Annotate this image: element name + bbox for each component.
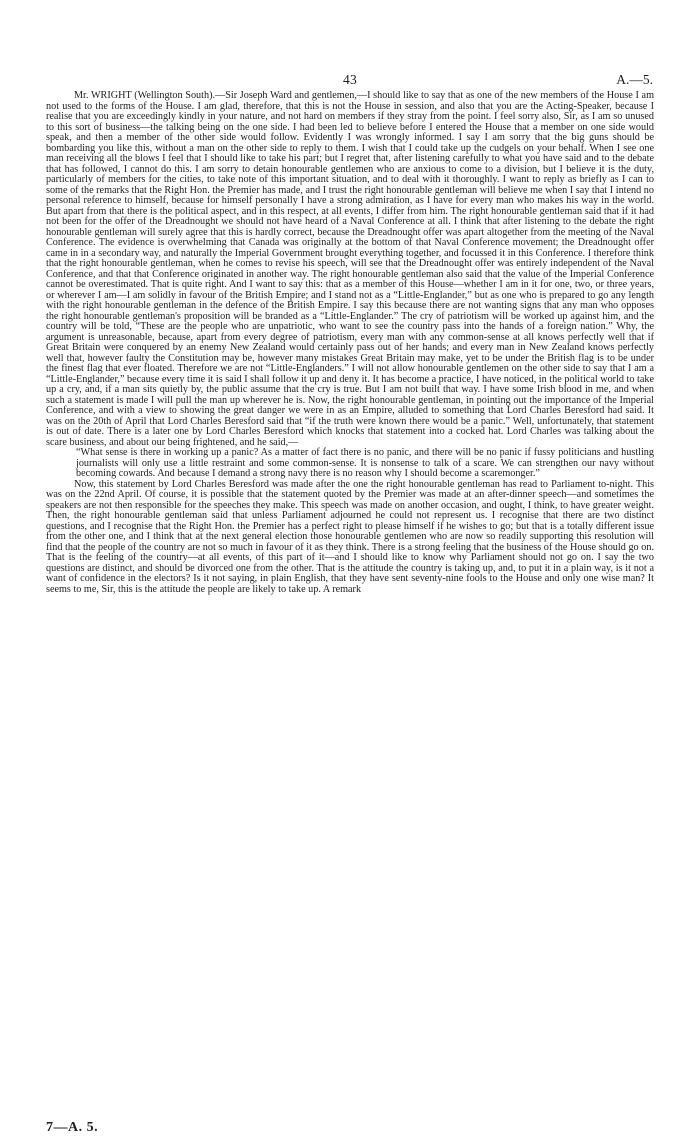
signature-mark: 7—A. 5.	[46, 1120, 99, 1135]
paragraph: Now, this statement by Lord Charles Beresford was made after the one the right honourable gentleman has read to Parliament to-night. This was on the 22nd April. Of course, it is possible that the statement quoted by the Premier was made at an after-dinner speech—and sometimes the speakers are not then responsible for the speeches they make. This speech was made on another occasion, and ought, I think, to have greater weight. Then, the right honourable gentleman said that unless Parliament adjourned he could not represent us. I recognise that there are two distinct questions, and I recognise that the Right Hon. the Premier has a perfect right to please himself if he wishes to go; but that is a totally different issue from the other one, and I think that at the next general election those honourable gentlemen who are now so readily supporting this resolution will find that the people of the country are not so much in favour of it as they think. There is a strong feeling that the business of the House should go on. That is the feeling of the country—at all events, of this part of it—and I should like to know why Parliament should not go on. I say the two questions are distinct, and should be divorced one from the other. That is the attitude the country is taking up, and, to put it in a plain way, is it not a want of confidence in the electors? Is it not saying, in plain English, that they have sent seventy-nine fools to the House and only one wise man? It seems to me, Sir, this is the attitude the people are likely to take up. A remark	[46, 478, 654, 595]
block-quote: “What sense is there in working up a panic? As a matter of fact there is no panic, and there will be no panic if fussy politicians and hustling journalists will only use a little restraint and some common-sense. It is nonsense to talk of a scare. We can strengthen our navy without becoming cowards. And because I demand a strong navy there is no reason why I should become a scaremonger.”	[76, 447, 654, 479]
page-header	[0, 72, 700, 90]
page-number: 43	[342, 72, 358, 87]
paragraph: Mr. WRIGHT (Wellington South).—Sir Joseph Ward and gentlemen,—I should like to say that as one of the new members of the House I am not used to the forms of the House. I am glad, therefore, that this is not the House in session, and also that you are the Acting-Speaker, because I realise that you are exceedingly kindly in your nature, and not hard on members if they stray from the point. I feel sorry also, Sir, as I am so unused to this sort of business—the talking being on the one side. I had been led to believe before I entered the House that a member on one side would speak, and then a member of the other side would follow. Evidently I was wrongly informed. I say I am sorry that the big guns should be bombarding you like this, without a man on the other side to reply to them. I wish that I could take up the cudgels on your behalf. When I see one man receiving all the blows I feel that I should like to take his part; but I regret that, after listening carefully to what you have said and to the debate that has followed, I cannot do this. I am sorry to detain honourable gentlemen who are anxious to come to a division, but I believe it is the duty, particularly of members for the cities, to take note of this important situation, and to deal with it thoroughly. I want to reply as briefly as I can to some of the remarks that the Right Hon. the Premier has made, and I trust the right honourable gentleman will believe me when I say that I intend no personal reference to himself, because for himself personally I have a strong admiration, as I have for every man who makes his way in the world. But apart from that there is the political aspect, and in this respect, at all events, I differ from him. The right honourable gentleman said that if it had not been for the offer of the Dreadnought we should not have heard of a Naval Conference at all. I think that after listening to the debate the right honourable gentleman will surely agree that this is hardly correct, because the Dreadnought offer was apart altogether from the meeting of the Naval Conference. The evidence is overwhelming that Canada was originally at the bottom of that Naval Conference movement; the Dreadnought offer came in in a secondary way, and naturally the Imperial Government brought everything together, and focussed it in this Conference. I therefore think that the right honourable gentleman, when he comes to revise his speech, will see that the Dreadnought offer was entirely independent of the Naval Conference, and that that Conference originated in another way. The right honourable gentleman also said that the value of the Imperial Conference cannot be overestimated. That is quite right. And I want to say this: that as a member of this House—whether I am in it for one, two, or three years, or wherever I am—I am solidly in favour of the British Empire; and I stand not as a “Little-Englander,” but as one who is prepared to go any length with the right honourable gentleman in the defence of the British Empire. I say this because there are not wanting signs that any man who opposes the right honourable gentleman's proposition will be branded as a “Little-Englander.” The cry of patriotism will be worked up against him, and the country will be told, “These are the people who are unpatriotic, who want to see the country pass into the hands of a foreign nation.” Why, the argument is unreasonable, because, apart from every degree of patriotism, every man with any common-sense at all knows perfectly well that if Great Britain were conquered by an enemy New Zealand would certainly pass out of her hands; and every man in New Zealand knows perfectly well that, however faulty the Constitution may be, however many mistakes Great Britain may make, yet to be under the British flag is to be under the finest flag that ever floated. Therefore we are not “Little-Englanders.” I will not allow honourable gentlemen on the other side to say that I am a “Little-Englander,” because every time it is said I shall follow it up and deny it. It has become a practice, I have noticed, in the political world to take up a cry, and, if a man sits quietly by, the public assume that the cry is true. But I am not built that way. I have some Irish blood in me, and when such a statement is made I will pull the man up wherever he is. Now, the right honourable gentleman, in pointing out the importance of the Imperial Conference, and with a view to showing the great danger we were in as an Empire, alluded to something that Lord Charles Beresford had said. It was on the 20th of April that Lord Charles Beresford said that “if the truth were known there would be a panic.” Well, unfortunately, that statement is out of date. There is a later one by Lord Charles Beresford which knocks that statement into a cocked hat. Lord Charles was talking about the scare business, and about our being frightened, and he said,—	[46, 90, 654, 448]
body-text	[46, 91, 654, 595]
document-reference: A.—5.	[616, 72, 653, 87]
